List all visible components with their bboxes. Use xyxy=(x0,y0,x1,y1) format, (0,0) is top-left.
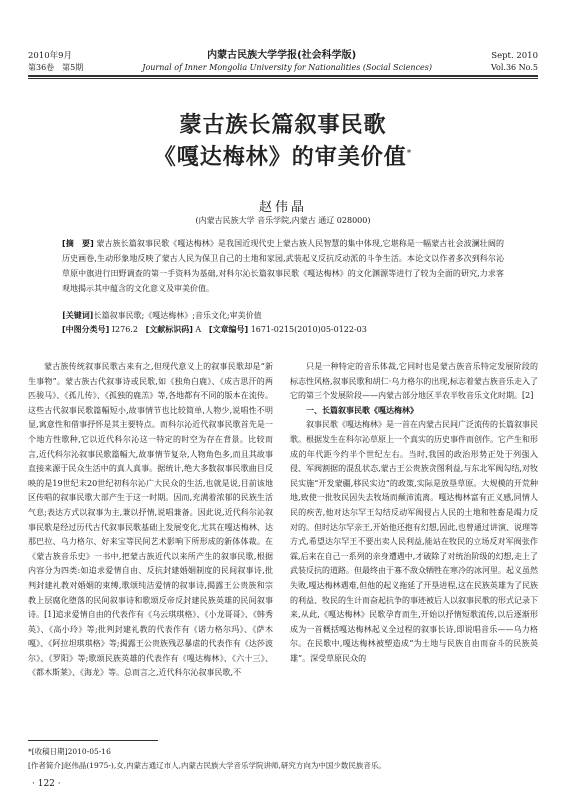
keywords-text: 长篇叙事民歌;《嘎达梅林》;音乐文化;审美价值 xyxy=(93,311,262,320)
article-id-value: 1671-0215(2010)05-0122-03 xyxy=(250,325,367,334)
article-title-line2-text: 《嘎达梅林》的审美价值 xyxy=(153,145,407,170)
running-header-top xyxy=(28,46,538,61)
footnote-received: *[收稿日期]2010-05-16 xyxy=(28,747,111,756)
volume-en: Vol.36 No.5 xyxy=(490,63,538,72)
issue-date-cn: 2010年9月 xyxy=(28,51,73,61)
classification-line xyxy=(62,324,504,335)
journal-name-cn: 内蒙古民族大学学报(社会科学版) xyxy=(207,50,357,61)
title-footnote-mark: * xyxy=(406,148,413,159)
doc-code-value: A xyxy=(195,325,202,334)
body-right-column xyxy=(290,360,538,666)
page-number: · 122 · xyxy=(32,779,61,789)
section-heading: 一、长篇叙事民歌《嘎达梅林》 xyxy=(306,405,418,415)
abstract xyxy=(62,236,504,296)
keywords-label: [关键词] xyxy=(62,310,94,320)
footnote-rule xyxy=(28,740,158,741)
right-body-paragraph: 叙事民歌《嘎达梅林》是一首在内蒙古民间广泛流传的长篇叙事民歌。根据发生在科尔沁草原上一个真实的历史事件而创作。它产生和形成的年代距今约半个世纪左右。当时,我国的政治形势正处于列强入侵、军阀割据的混乱状态,蒙古王公贵族贪图利益,与东北军阀勾结,对牧民实施“开发蒙疆,移民实边”的政策,实际是放垦草原。大规模的开荒种地,致使一批牧民因失去牧场而颠沛流离。嘎达梅林富有正义感,同情人民的疾苦,他对达尔罕王勾结反动军阀侵占人民的土地和牲畜是竭力反对的。但时达尔罕亲王,开始他还抱有幻想,因此,也曾通过讲演、说理等方式,希望达尔罕王不要出卖人民利益,能站在牧民的立场反对军阀张作霖,后来在自己一系列的亲身遭遇中,才破除了对统治阶级的幻想,走上了武装反抗的道路。但最终由于寡不敌众牺牲在寒冷的冰河里。起义虽然失败,嘎达梅林遇难,但他的起义拖延了开垦进程,这在民族英雄为了民族的利益、牧民的生计而奋起抗争的事迹被后人以叙事民歌的形式记录下来,从此,《嘎达梅林》民歌孕育而生,开始以抒情短歌流传,以后逐渐形成为一首概括嘎达梅林起义全过程的叙事长诗,即说唱音乐——乌力格尔。在民歌中,嘎达梅林被塑造成“为土地与民族自由而奋斗的民族英雄”。深受草原民众的 xyxy=(290,420,538,663)
journal-name-en: Journal of Inner Mongolia University for Nationalities (Social Sciences) xyxy=(142,63,433,72)
article-title-line2 xyxy=(0,140,566,171)
abstract-text: 蒙古族长篇叙事民歌《嘎达梅林》是我国近现代史上蒙古族人民智慧的集中体现,它堪称是一幅蒙古社会波澜壮阔的历史画卷,生动形象地反映了蒙古人民为保卫自己的土地和家园,武装起义反抗反动派的斗争生活。本论文以作者多次到科尔沁草原中旗进行田野调查的第一手资料为基础,对科尔沁长篇叙事民歌《嘎达梅林》的文化渊源等进行了较为全面的研究,力求客观地揭示其中蕴含的文化意义及审美价值。 xyxy=(62,239,505,293)
keywords xyxy=(62,310,504,321)
right-intro-paragraph: 只是一种特定的音乐体裁,它同时也是蒙古族音乐特定发展阶段的标志性风格,叙事民歌和胡仁·乌力格尔的出现,标志着蒙古族音乐走入了它的第三个发展阶段——内蒙古部分地区半农半牧音乐文化时期。[2] xyxy=(290,362,538,401)
article-id-label: [文章编号] xyxy=(208,325,249,334)
clc-value: I276.2 xyxy=(111,325,138,334)
author-affiliation: (内蒙古民族大学 音乐学院,内蒙古 通辽 028000) xyxy=(195,216,371,225)
clc-label: [中图分类号] xyxy=(62,325,110,334)
author-name: 赵伟晶 xyxy=(258,200,307,215)
issue-date-en: Sept. 2010 xyxy=(491,51,538,61)
doc-code-label: [文献标识码] xyxy=(145,325,193,334)
body-left-column xyxy=(28,360,273,681)
header-rule-thick xyxy=(28,75,538,77)
footnote-author-bio: [作者简介]赵伟晶(1975-),女,内蒙古通辽市人,内蒙古民族大学音乐学院讲师,研究方向为中国少数民族音乐。 xyxy=(28,761,386,770)
left-paragraph: 蒙古族传统叙事民歌古来有之,但现代意义上的叙事民歌却是“新生事物”。蒙古族古代叙事诗或民歌,如《独角白鹿》、《成吉思汗的两匹骏马》、《孤儿传》、《孤独的鹿羔》等,各地都有不同的版本在流传。这些古代叙事民歌篇幅短小,故事情节也比较简单,人物少,说唱性不明显,寓意性和借事抒怀是其主要特点。而科尔沁近代叙事民歌首先是一个地方性歌种,它以近代科尔沁这一特定的时空为存在背景。比较而言,近代科尔沁叙事民歌篇幅大,故事情节复杂,人物角色多,而且其故事直接来源于民众生活中的真人真事。据统计,绝大多数叙事民歌曲目反映的是19世纪末20世纪初科尔沁广大民众的生活,也就是说,目前该地区传唱的叙事民歌大部产生于这一时期。因而,充满着浓郁的民族生活气息;表达方式以叙事为主,兼以抒情,说唱兼备。因此说,近代科尔沁叙事民歌是经过历代古代叙事民歌基础上发展变化,尤其在嘎达梅林、达那巴拉、乌力格尔、好来宝等民间艺术影响下所形成的新体体裁。在《蒙古族音乐史》一书中,把蒙古族近代以来所产生的叙事民歌,根据内容分为四类:如追求爱情自由、反抗封建婚姻制度的民间叙事诗,批判封建礼教对婚姻的束缚,歌颂纯洁爱情的叙事诗,揭露王公贵族和宗教上层腐化堕落的民间叙事诗和歌颂反帝反封建民族英雄的民间叙事诗。[1]追求爱情自由的代表作有《乌云琪琪格》、《小龙哥哥》、《韩秀英》、《高小玲》等;批判封建礼教的代表作有《诺力格尔玛》、《萨木嘎》、《阿拉坦琪琪格》等;揭露王公贵族残忍暴虐的代表作有《达莎波尔》、《罗阳》等;歌颂民族英雄的代表作有《嘎达梅林》、《六十三》、《都木斯莱》、《海龙》等。总而言之,近代科尔沁叙事民歌,不 xyxy=(28,362,273,678)
volume-cn: 第36卷 第5期 xyxy=(28,63,84,72)
article-title-line1: 蒙古族长篇叙事民歌 xyxy=(179,113,387,138)
header-rule-thin xyxy=(28,78,538,79)
running-header-bottom xyxy=(28,62,538,73)
abstract-label: [摘 要] xyxy=(62,239,94,248)
